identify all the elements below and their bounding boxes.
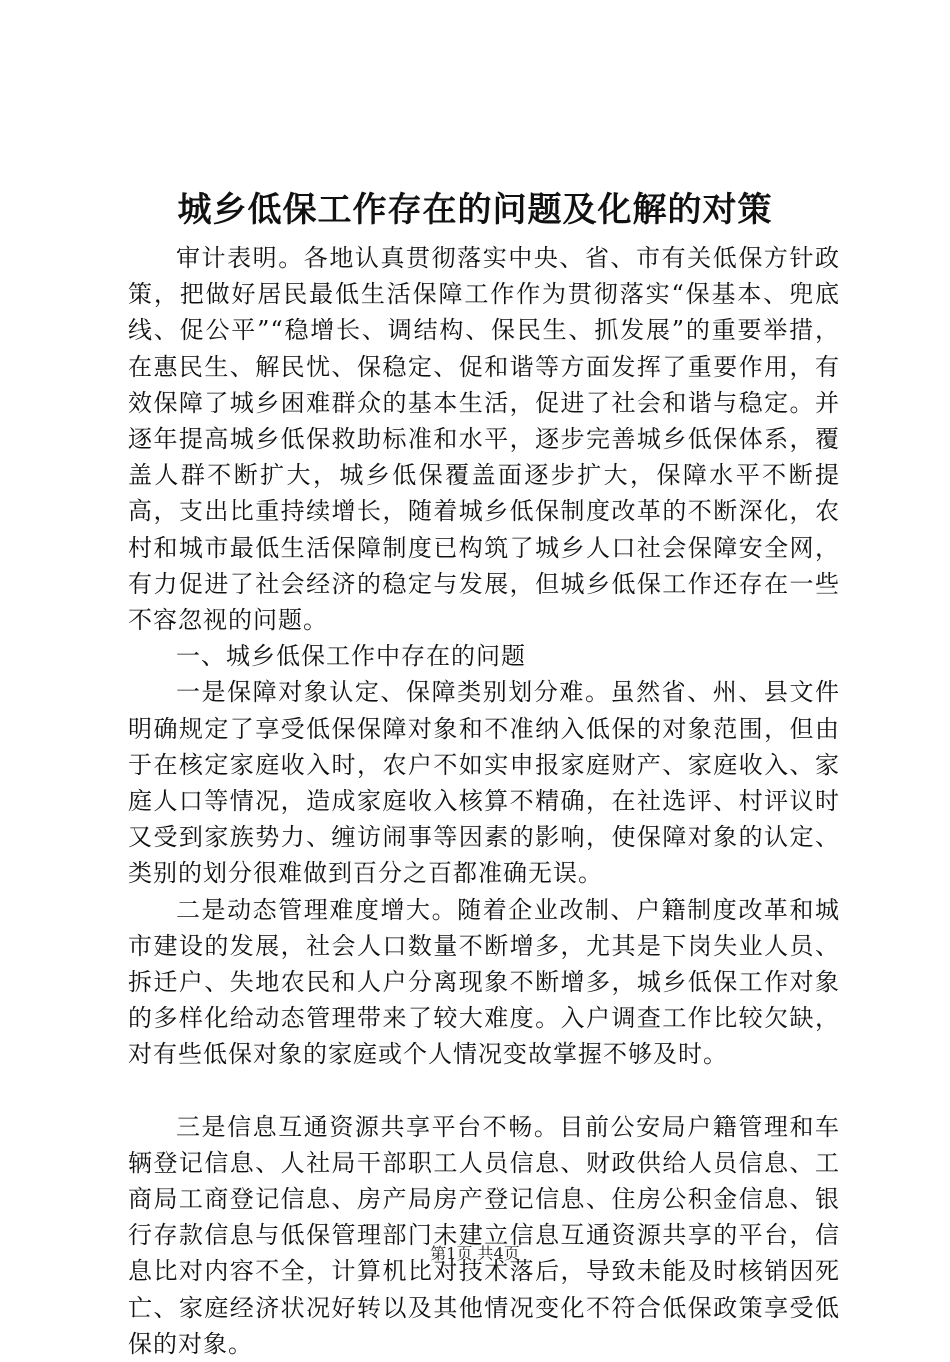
document-body [128,240,840,1362]
section-heading-problems: 一、城乡低保工作中存在的问题 [176,642,526,671]
paragraph-problem-2: 二是动态管理难度增大。随着企业改制、户籍制度改革和城市建设的发展，社会人口数量不断增多，尤其是下岗失业人员、拆迁户、失地农民和人户分离现象不断增多，城乡低保工作对象的多样化给动态管理带来了较大难度。入户调查工作比较欠缺，对有些低保对象的家庭或个人情况变故掌握不够及时。 [128,895,840,1069]
paragraph-problem-1: 一是保障对象认定、保障类别划分难。虽然省、州、县文件明确规定了享受低保保障对象和不准纳入低保的对象范围，但由于在核定家庭收入时，农户不如实申报家庭财产、家庭收入、家庭人口等情况，造成家庭收入核算不精确，在社选评、村评议时又受到家族势力、缠访闹事等因素的影响，使保障对象的认定、类别的划分很难做到百分之百都准确无误。 [128,678,840,888]
paragraph-intro: 审计表明。各地认真贯彻落实中央、省、市有关低保方针政策，把做好居民最低生活保障工作作为贯彻落实“保基本、兜底线、促公平”“稳增长、调结构、保民生、抓发展”的重要举措，在惠民生、解民忧、保稳定、促和谐等方面发挥了重要作用，有效保障了城乡困难群众的基本生活，促进了社会和谐与稳定。并逐年提高城乡低保救助标准和水平，逐步完善城乡低保体系，覆盖人群不断扩大，城乡低保覆盖面逐步扩大，保障水平不断提高，支出比重持续增长，随着城乡低保制度改革的不断深化，农村和城市最低生活保障制度已构筑了城乡人口社会保障安全网，有力促进了社会经济的稳定与发展，但城乡低保工作还存在一些不容忽视的问题。 [128,244,840,635]
paragraph-problem-3: 三是信息互通资源共享平台不畅。目前公安局户籍管理和车辆登记信息、人社局干部职工人员信息、财政供给人员信息、工商局工商登记信息、房产局房产登记信息、住房公积金信息、银行存款信息与低保管理部门未建立信息互通资源共享的平台，信息比对内容不全，计算机比对技术落后，导致未能及时核销因死亡、家庭经济状况好转以及其他情况变化不符合低保政策享受低保的对象。 [128,1112,840,1358]
page-number-footer: 第1页 共4页 [430,1244,520,1263]
document-title: 城乡低保工作存在的问题及化解的对策 [177,190,773,230]
